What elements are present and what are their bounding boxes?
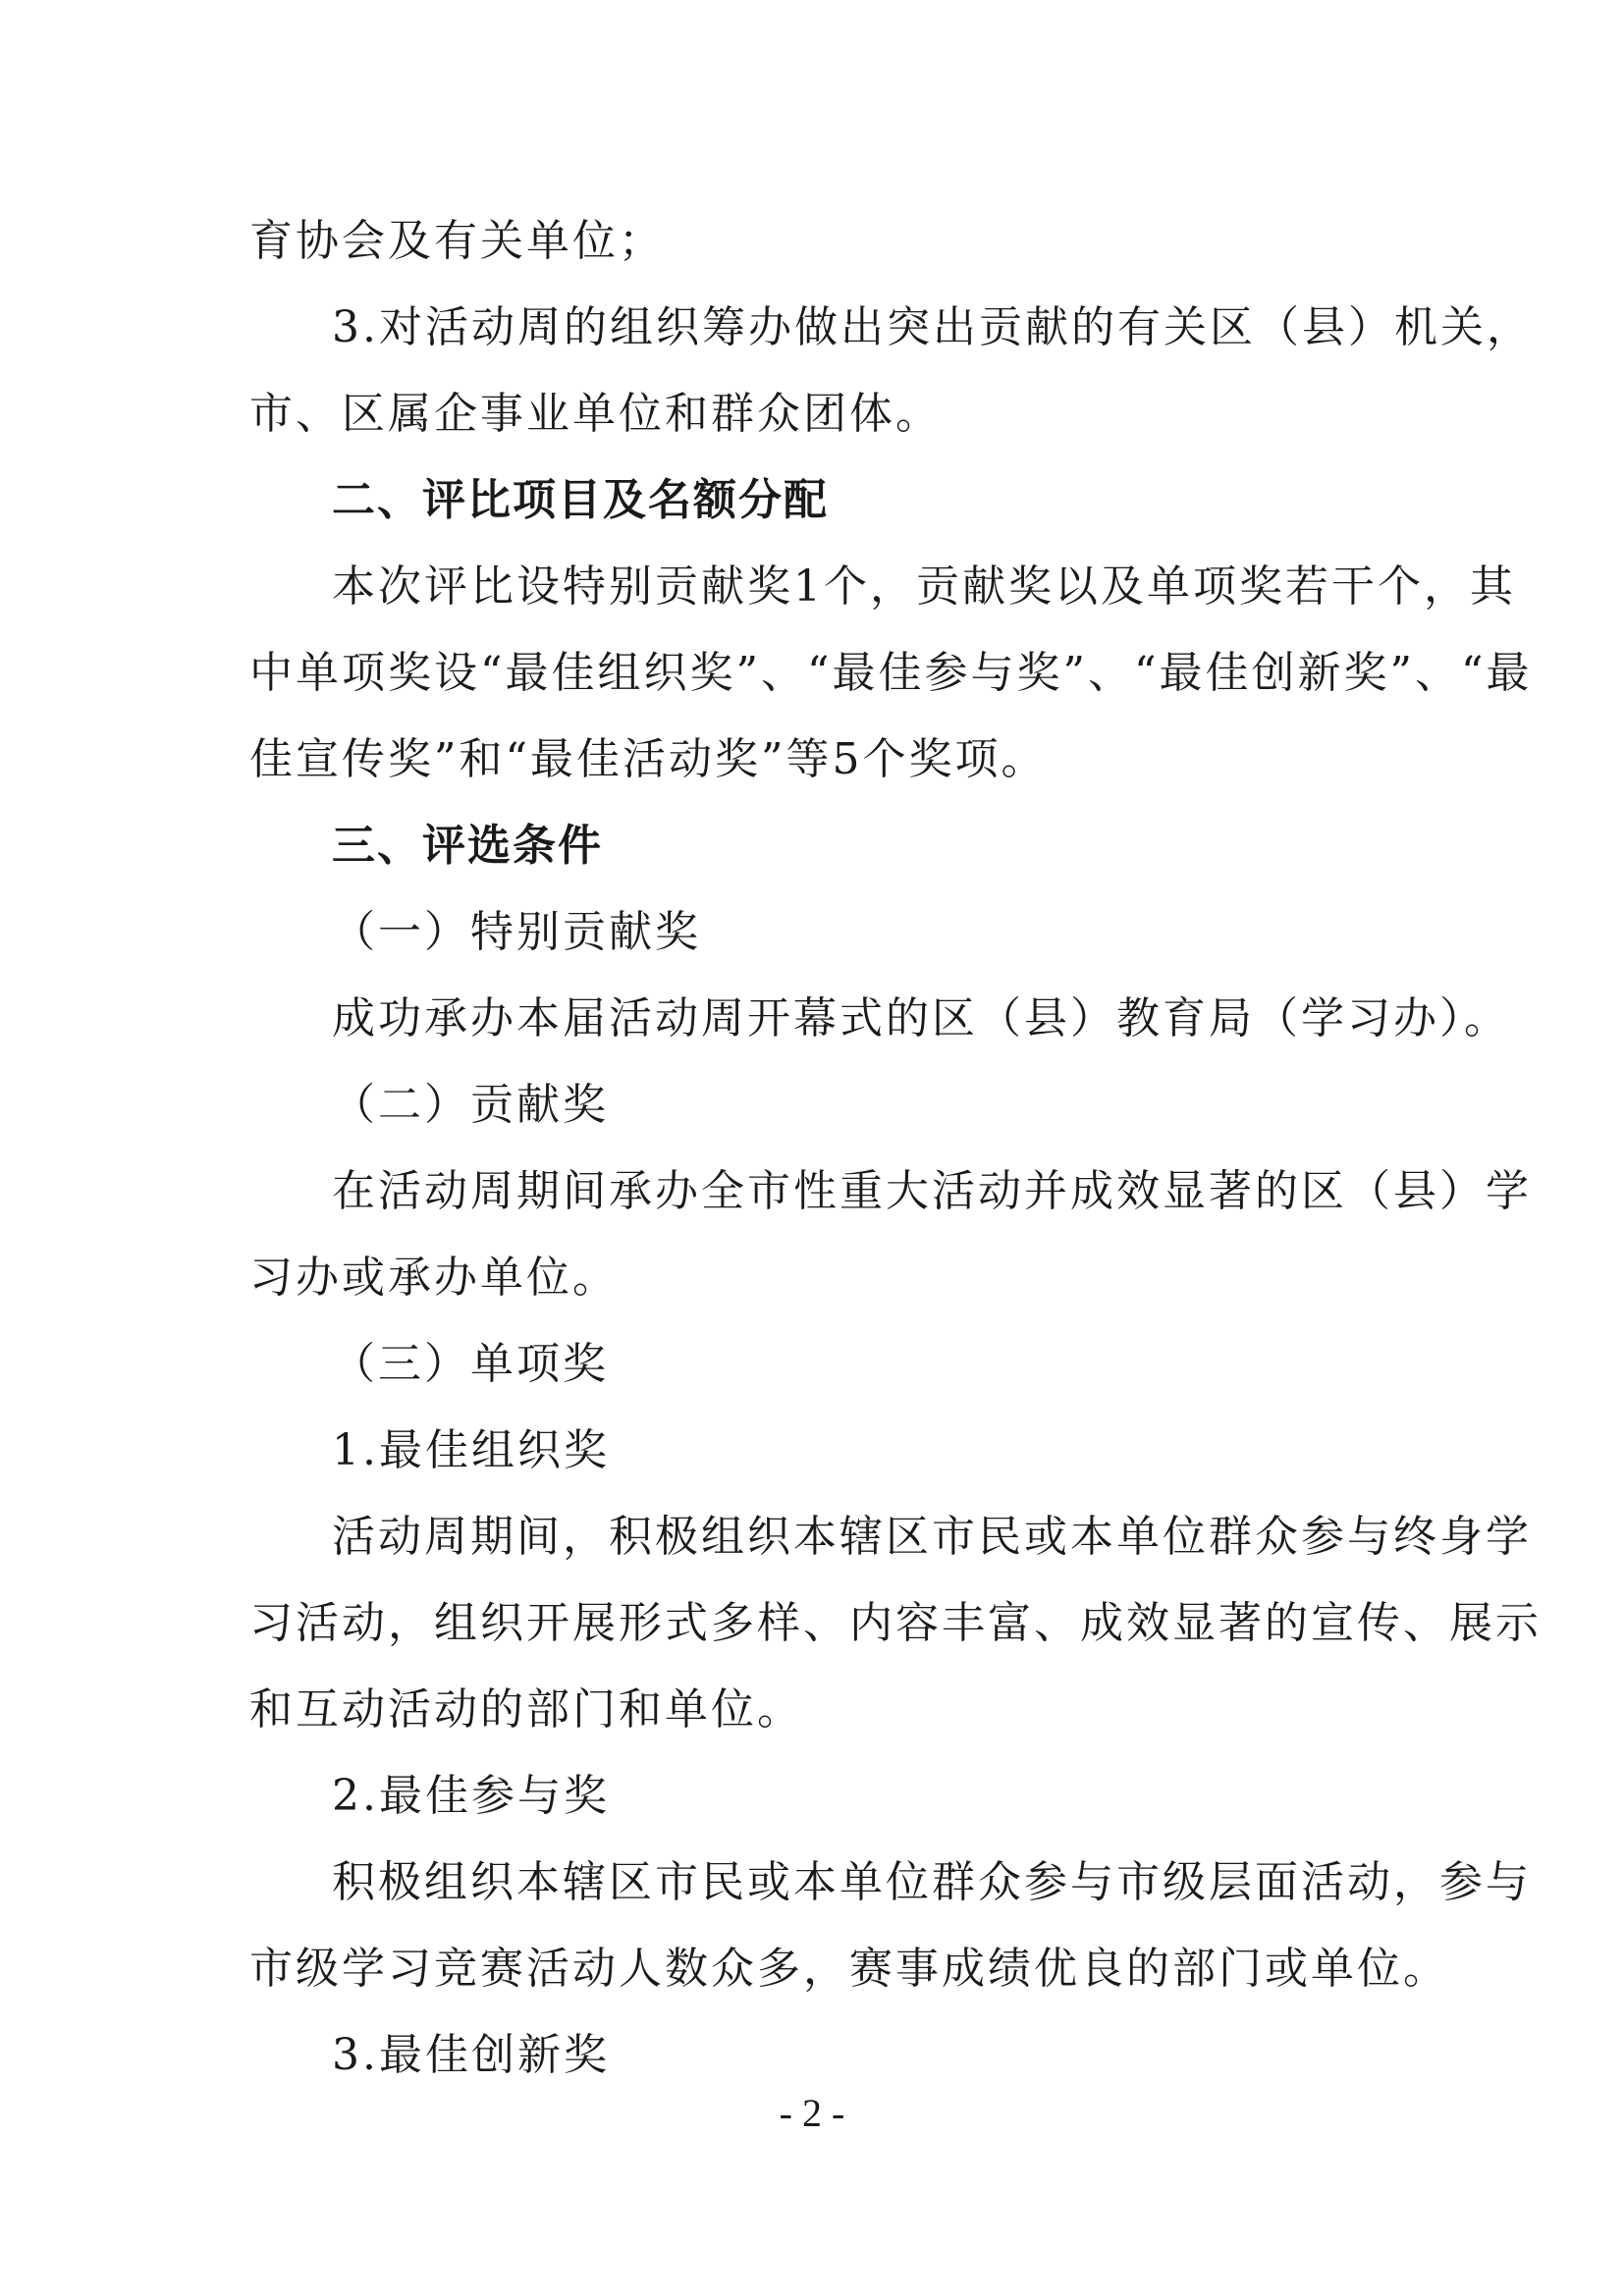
paragraph-line: 市级学习竞赛活动人数众多，赛事成绩优良的部门或单位。 (249, 1944, 1449, 1994)
paragraph-line: 3.对活动周的组织筹办做出突出贡献的有关区（县）机关， (332, 302, 1533, 352)
paragraph-line: 活动周期间，积极组织本辖区市民或本单位群众参与终身学 (332, 1512, 1532, 1562)
paragraph-line: 育协会及有关单位； (249, 216, 665, 266)
item-heading: 1.最佳组织奖 (332, 1425, 610, 1475)
subsection-heading: （一）特别贡献奖 (332, 907, 701, 957)
subsection-heading: （三）单项奖 (332, 1339, 609, 1389)
paragraph-line: 市、区属企事业单位和群众团体。 (249, 389, 942, 439)
section-heading-2: 二、评比项目及名额分配 (332, 475, 829, 525)
paragraph-line: 和互动活动的部门和单位。 (249, 1684, 803, 1735)
item-heading: 2.最佳参与奖 (332, 1771, 610, 1821)
paragraph-line: 成功承办本届活动周开幕式的区（县）教育局（学习办）。 (332, 993, 1510, 1043)
paragraph-line: 习办或承办单位。 (249, 1253, 619, 1303)
paragraph-line: 习活动，组织开展形式多样、内容丰富、成效显著的宣传、展示 (249, 1598, 1542, 1648)
page-number: - 2 - (779, 2091, 845, 2135)
paragraph-line: 积极组织本辖区市民或本单位群众参与市级层面活动，参与 (332, 1857, 1532, 1907)
subsection-heading: （二）贡献奖 (332, 1080, 609, 1130)
paragraph-line: 中单项奖设“最佳组织奖”、“最佳参与奖”、“最佳创新奖”、“最 (249, 648, 1533, 698)
paragraph-line: 本次评比设特别贡献奖1个，贡献奖以及单项奖若干个，其 (332, 561, 1516, 612)
item-heading: 3.最佳创新奖 (332, 2030, 610, 2080)
paragraph-line: 佳宣传奖”和“最佳活动奖”等5个奖项。 (249, 734, 1048, 784)
paragraph-line: 在活动周期间承办全市性重大活动并成效显著的区（县）学 (332, 1166, 1532, 1216)
section-heading-3: 三、评选条件 (332, 821, 603, 871)
